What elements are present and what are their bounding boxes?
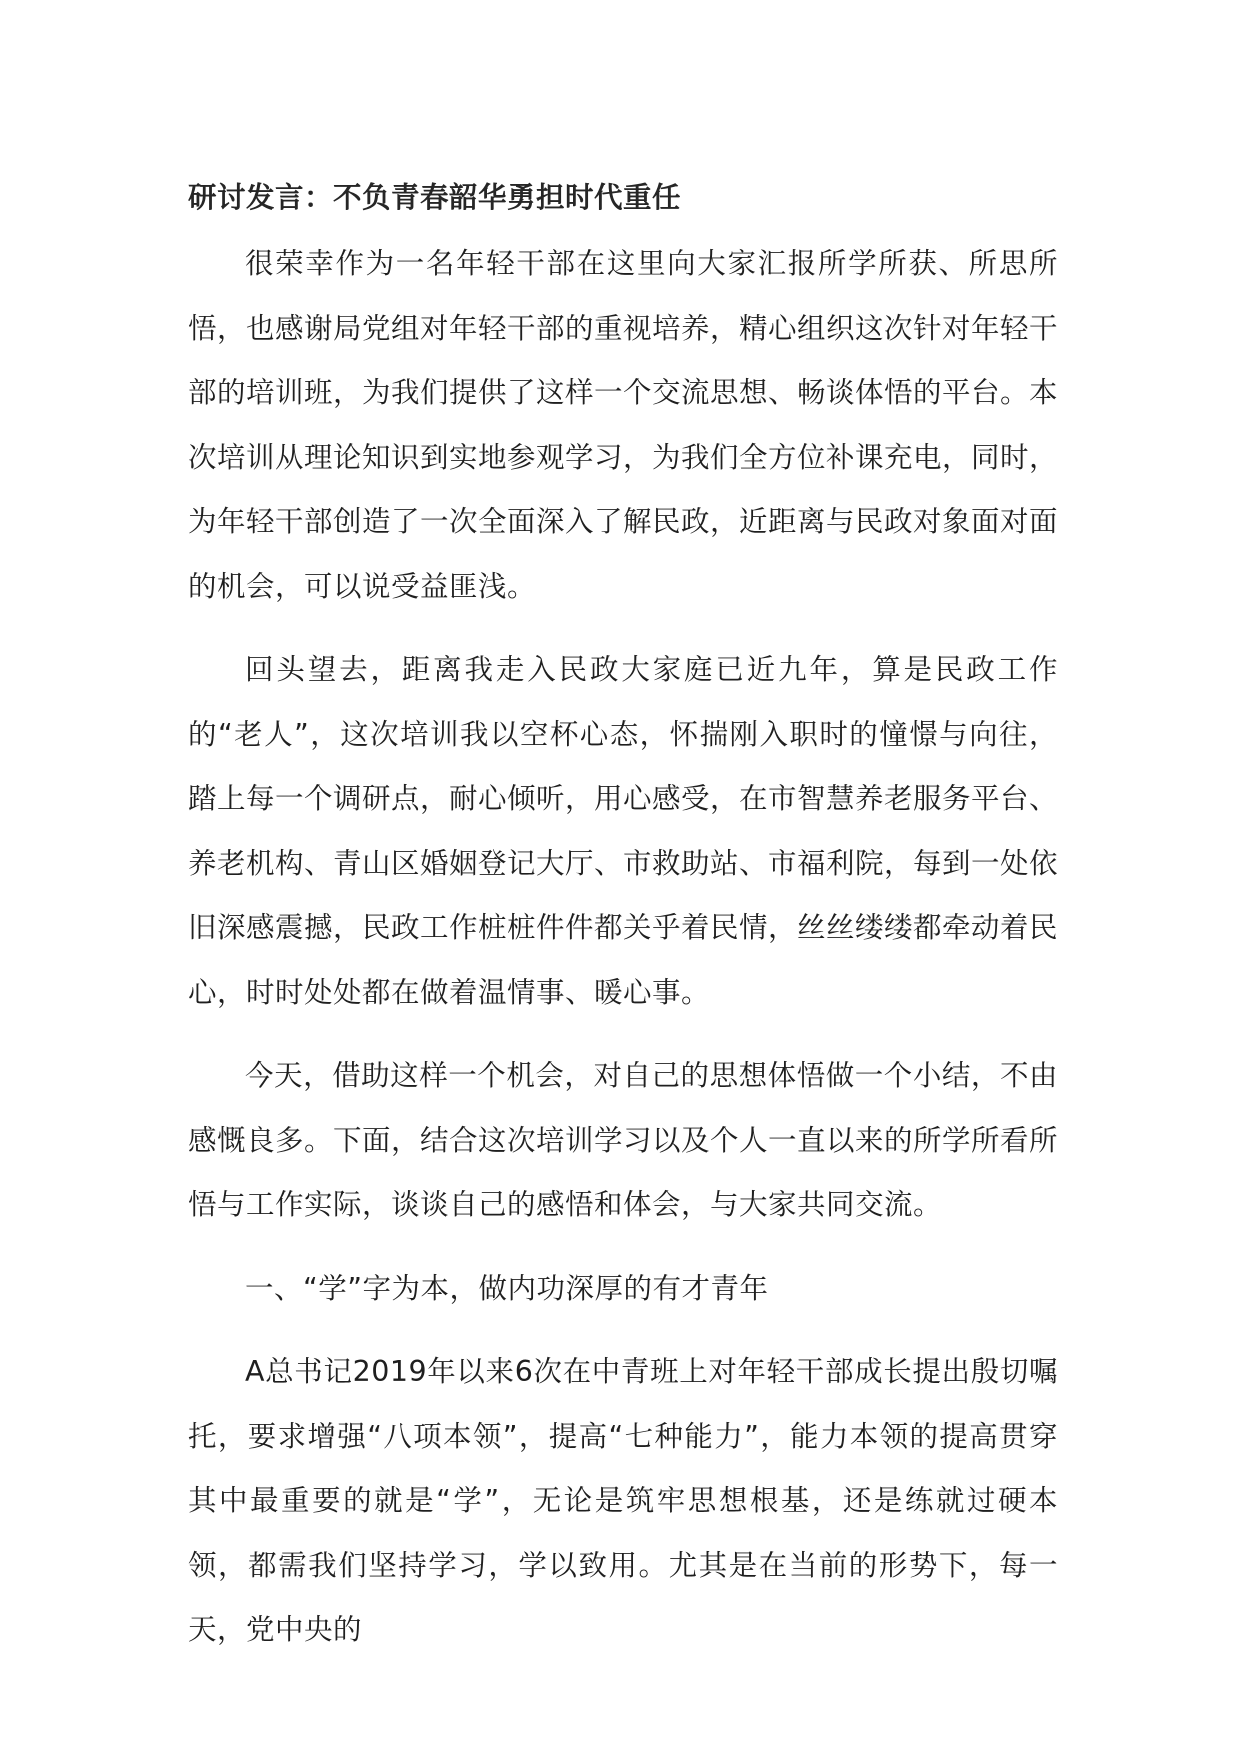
section-heading-one: 一、“学”字为本，做内功深厚的有才青年 <box>245 1271 769 1305</box>
paragraph-looking-back: 回头望去，距离我走入民政大家庭已近九年，算是民政工作的“老人”，这次培训我以空杯心态，怀揣刚入职时的憧憬与向往，踏上每一个调研点，耐心倾听，用心感受，在市智慧养老服务平台、养老机构、青山区婚姻登记大厅、市救助站、市福利院，每到一处依旧深感震撼，民政工作桩桩件件都关乎着民情，丝丝缕缕都牵动着民心，时时处处都在做着温情事、暖心事。 <box>188 653 1059 1009</box>
paragraph-learning: A总书记2019年以来6次在中青班上对年轻干部成长提出殷切嘱托，要求增强“八项本领”，提高“七种能力”，能力本领的提高贯穿其中最重要的就是“学”，无论是筑牢思想根基，还是练就过硬本领，都需我们坚持学习，学以致用。尤其是在当前的形势下，每一天，党中央的 <box>188 1355 1058 1646</box>
paragraph-intro: 很荣幸作为一名年轻干部在这里向大家汇报所学所获、所思所悟，也感谢局党组对年轻干部的重视培养，精心组织这次针对年轻干部的培训班，为我们提供了这样一个交流思想、畅谈体悟的平台。本次培训从理论知识到实地参观学习，为我们全方位补课充电，同时，为年轻干部创造了一次全面深入了解民政，近距离与民政对象面对面的机会，可以说受益匪浅。 <box>188 247 1059 603</box>
paragraph-summary: 今天，借助这样一个机会，对自己的思想体悟做一个小结，不由感慨良多。下面，结合这次培训学习以及个人一直以来的所学所看所悟与工作实际，谈谈自己的感悟和体会，与大家共同交流。 <box>188 1059 1059 1221</box>
document-title: 研讨发言：不负青春韶华勇担时代重任 <box>188 181 682 214</box>
document-page <box>188 178 1058 1663</box>
